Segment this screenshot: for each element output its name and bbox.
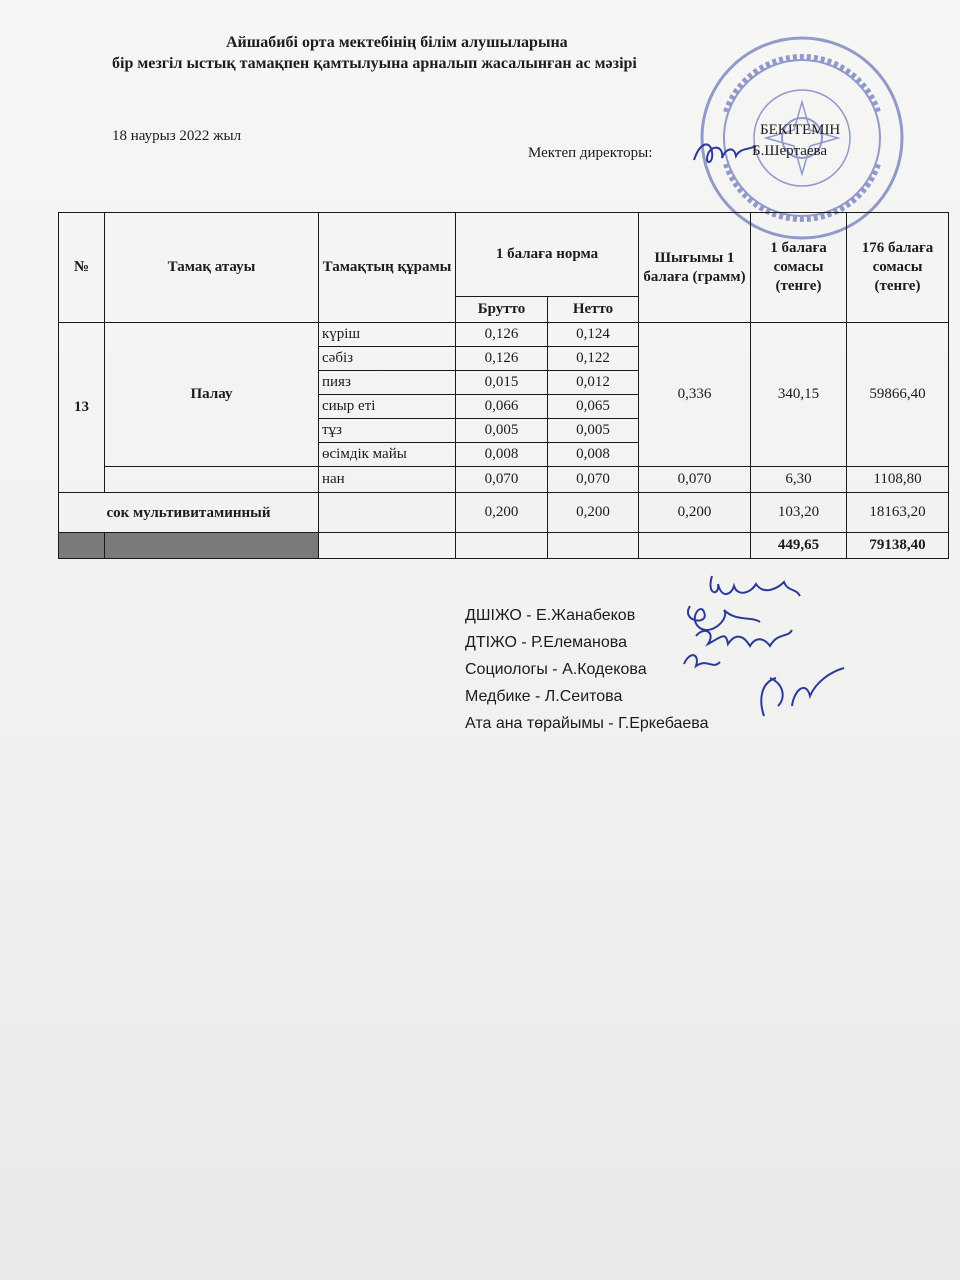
commission-signatures-icon — [660, 566, 850, 736]
totals-shaded-cell — [59, 533, 105, 559]
ingredient-netto: 0,008 — [548, 443, 639, 467]
col-header-number: № — [59, 213, 105, 323]
col-header-netto: Нетто — [548, 297, 639, 323]
row-number: 13 — [59, 323, 105, 493]
ingredient-netto: 0,122 — [548, 347, 639, 371]
ingredient-name: күріш — [319, 323, 456, 347]
col-header-dish: Тамақ атауы — [105, 213, 319, 323]
bread-cost-one: 6,30 — [751, 467, 847, 493]
juice-composition-cell — [319, 493, 456, 533]
signatory: Медбике - Л.Сеитова — [465, 688, 623, 705]
signatory: Социологы - А.Кодекова — [465, 661, 647, 678]
ingredient-netto: 0,065 — [548, 395, 639, 419]
menu-table — [58, 212, 949, 559]
ingredient-brutto: 0,126 — [456, 323, 548, 347]
totals-empty-cell — [548, 533, 639, 559]
director-signature-icon — [690, 136, 760, 172]
ingredient-name: сәбіз — [319, 347, 456, 371]
col-header-norm: 1 балаға норма — [456, 213, 639, 297]
palau-cost-one: 340,15 — [751, 323, 847, 467]
col-header-brutto: Брутто — [456, 297, 548, 323]
signatory: ДТІЖО - Р.Елеманова — [465, 634, 627, 651]
palau-cost-total: 59866,40 — [847, 323, 949, 467]
total-cost-one: 449,65 — [751, 533, 847, 559]
ingredient-name: пияз — [319, 371, 456, 395]
ingredient-brutto: 0,126 — [456, 347, 548, 371]
col-header-cost-one: 1 балаға сомасы (тенге) — [751, 213, 847, 323]
total-cost-total: 79138,40 — [847, 533, 949, 559]
bread-cost-total: 1108,80 — [847, 467, 949, 493]
signatory: Ата ана төрайымы - Г.Еркебаева — [465, 715, 709, 732]
director-label: Мектеп директоры: — [528, 145, 653, 161]
totals-empty-cell — [456, 533, 548, 559]
approval-label: БЕКІТЕМІН — [760, 122, 841, 138]
col-header-cost-total: 176 балаға сомасы (тенге) — [847, 213, 949, 323]
juice-name: сок мультивитаминный — [59, 493, 319, 533]
juice-brutto: 0,200 — [456, 493, 548, 533]
dish-name-palau: Палау — [105, 323, 319, 467]
ingredient-name: тұз — [319, 419, 456, 443]
director-name: Б.Шертаева — [752, 143, 828, 159]
ingredient-brutto: 0,066 — [456, 395, 548, 419]
col-header-yield: Шығымы 1 балаға (грамм) — [639, 213, 751, 323]
bread-name: нан — [319, 467, 456, 493]
ingredient-netto: 0,012 — [548, 371, 639, 395]
palau-yield: 0,336 — [639, 323, 751, 467]
bread-brutto: 0,070 — [456, 467, 548, 493]
ingredient-name: өсімдік майы — [319, 443, 456, 467]
juice-cost-one: 103,20 — [751, 493, 847, 533]
totals-empty-cell — [639, 533, 751, 559]
menu-title-line-2: бір мезгіл ыстық тамақпен қамтылуына арналып жасалынған ас мәзірі — [112, 55, 637, 72]
signatory: ДШІЖО - Е.Жанабеков — [465, 607, 636, 624]
bread-netto: 0,070 — [548, 467, 639, 493]
juice-cost-total: 18163,20 — [847, 493, 949, 533]
ingredient-brutto: 0,008 — [456, 443, 548, 467]
ingredient-name: сиыр еті — [319, 395, 456, 419]
totals-empty-cell — [319, 533, 456, 559]
menu-title-line-1: Айшабибі орта мектебінің білім алушыларына — [226, 34, 568, 51]
totals-shaded-cell — [105, 533, 319, 559]
menu-date: 18 наурыз 2022 жыл — [112, 128, 242, 144]
col-header-composition: Тамақтың құрамы — [319, 213, 456, 323]
ingredient-brutto: 0,015 — [456, 371, 548, 395]
juice-yield: 0,200 — [639, 493, 751, 533]
bread-dish-cell — [105, 467, 319, 493]
bread-yield: 0,070 — [639, 467, 751, 493]
ingredient-brutto: 0,005 — [456, 419, 548, 443]
ingredient-netto: 0,124 — [548, 323, 639, 347]
juice-netto: 0,200 — [548, 493, 639, 533]
ingredient-netto: 0,005 — [548, 419, 639, 443]
